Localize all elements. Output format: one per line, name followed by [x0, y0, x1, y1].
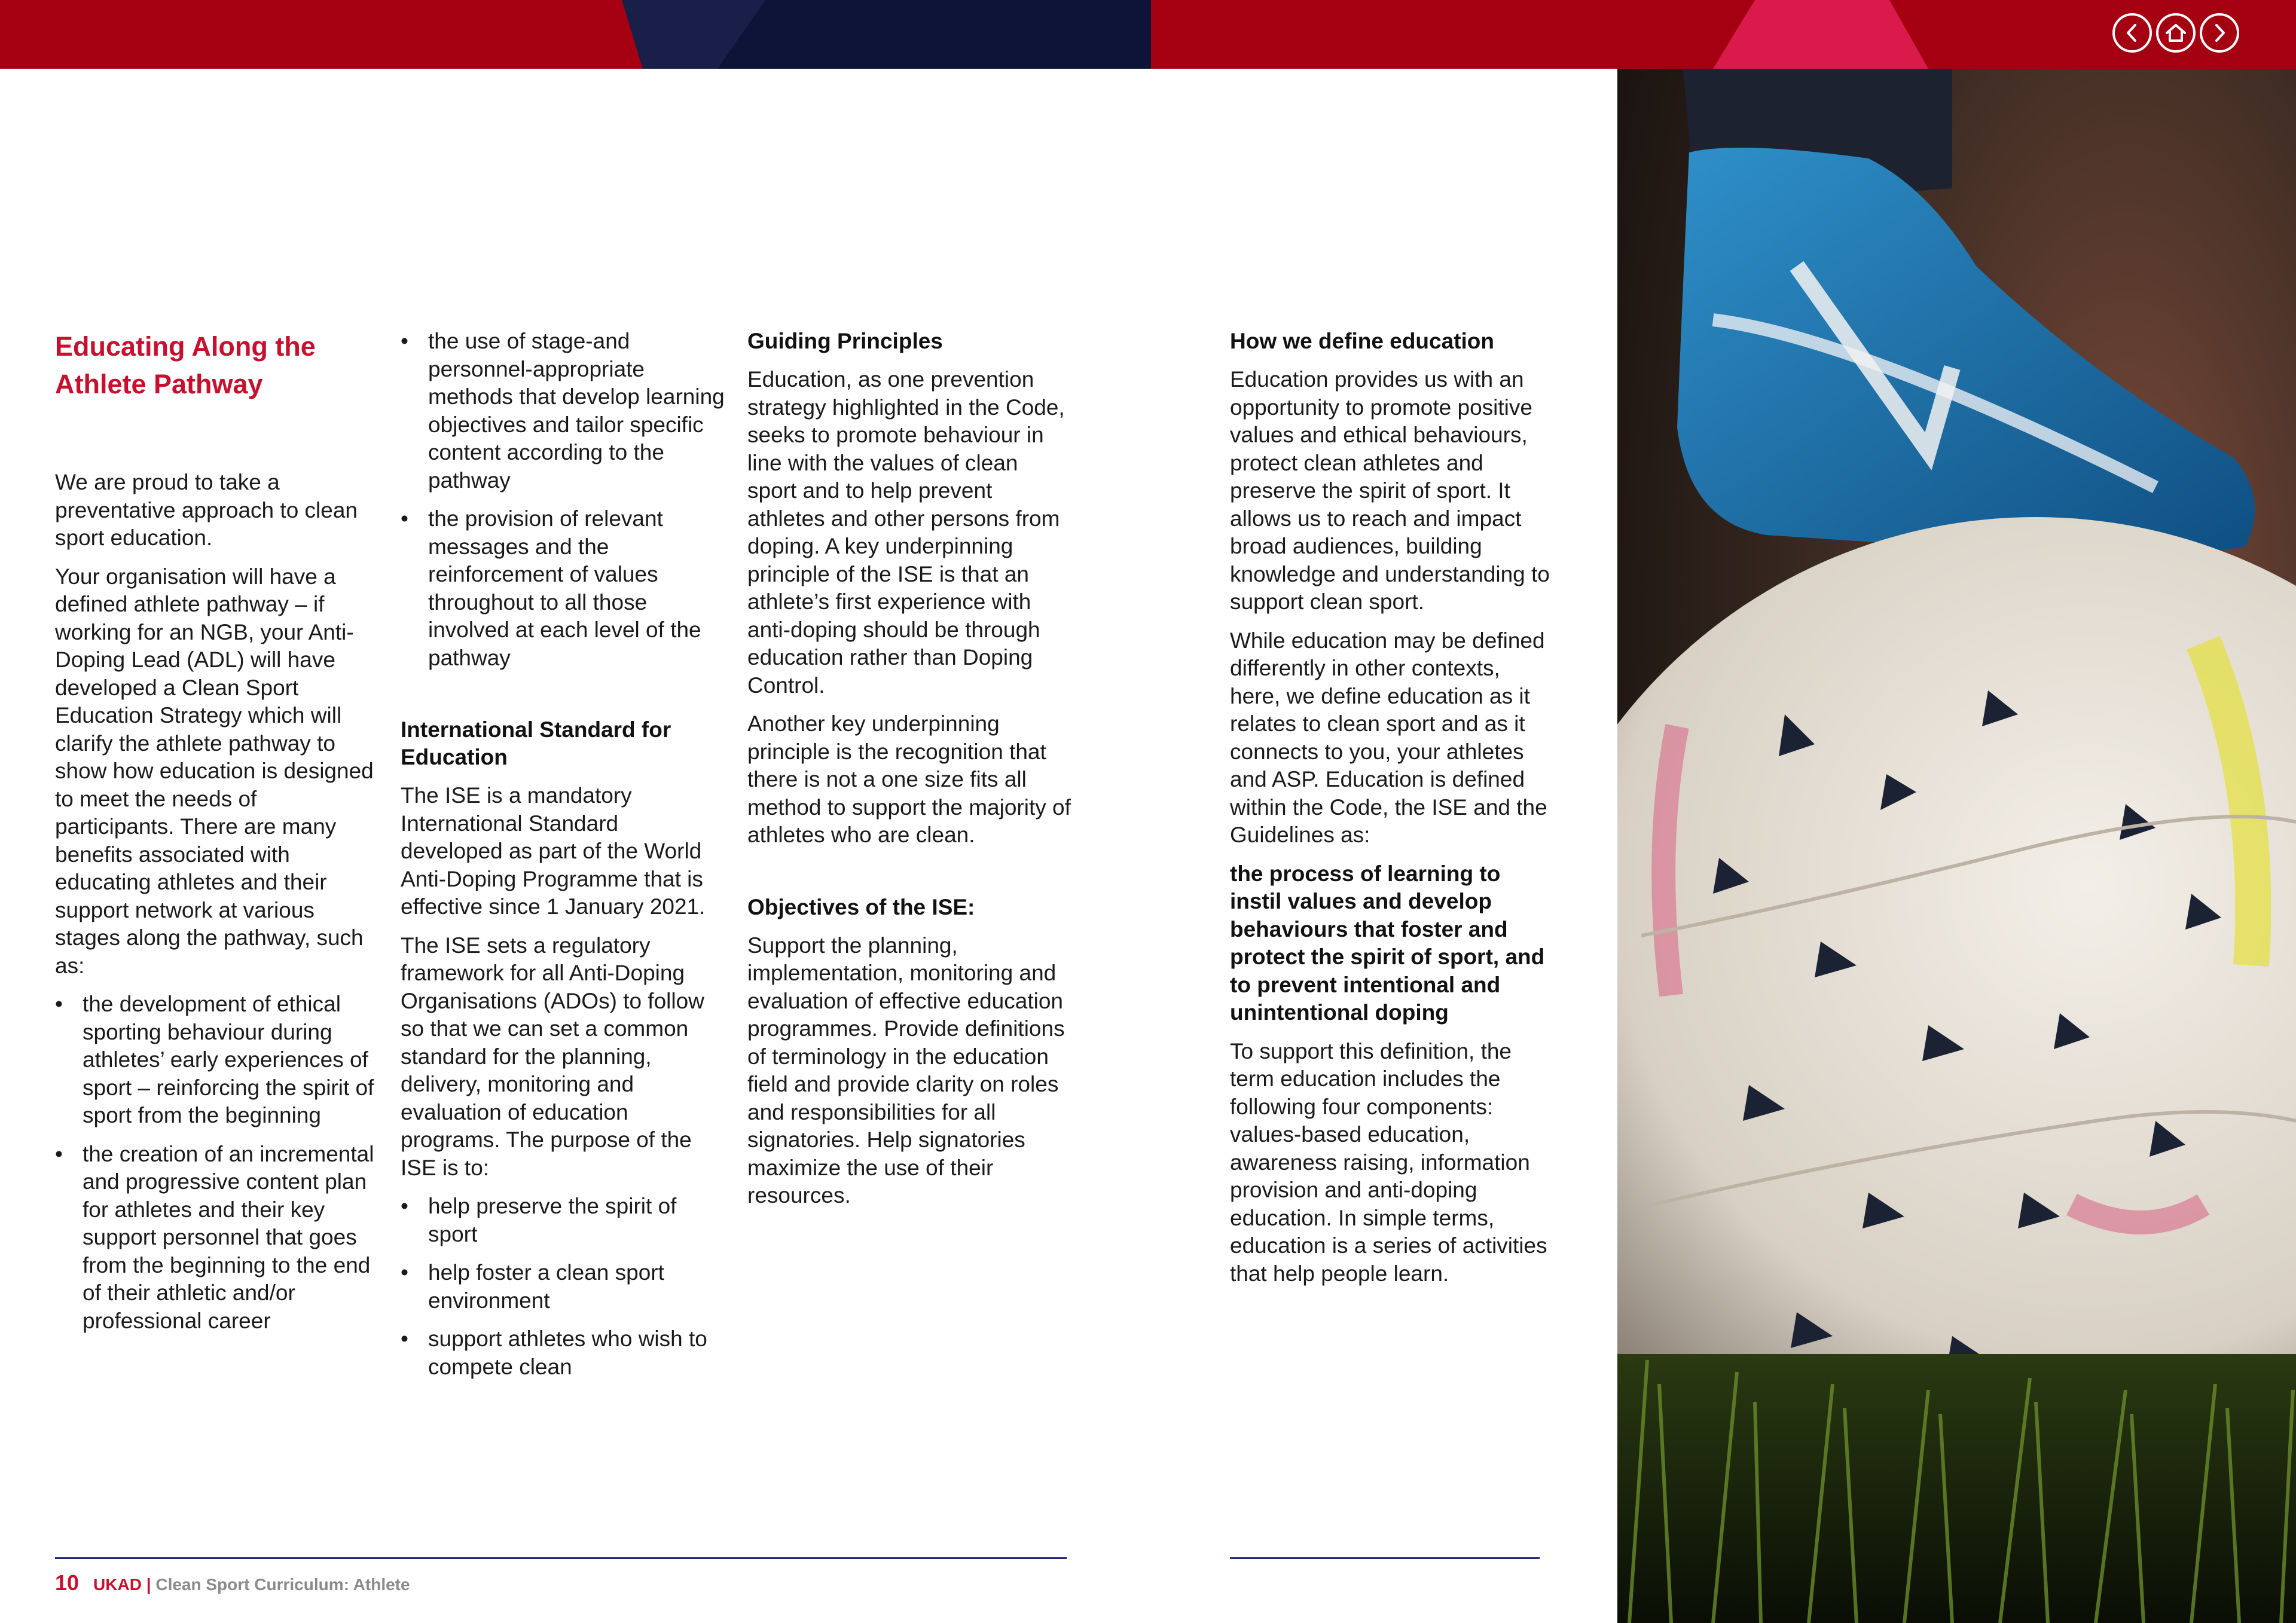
column-3 [747, 328, 1073, 1221]
top-banner [0, 0, 2296, 69]
column-1 [55, 328, 381, 1346]
paragraph: Support the planning, implementation, monitoring and evaluation of effective education programmes. Provide definitions of terminology in the education field and provide clarity on roles and responsibilities for all signatories. Help signatories maximize the use of their resources. [747, 933, 1065, 1208]
football-boot-photo [1617, 69, 2296, 1623]
subheading: Guiding Principles [747, 329, 943, 353]
page-footer [55, 1571, 410, 1597]
definition-text: the process of learning to instil values and develop behaviours that foster and protect the spirit of sport, and to prevent intentional and unintentional doping [1230, 861, 1545, 1025]
subheading: International Standard for Education [401, 717, 671, 769]
home-icon [2158, 16, 2193, 50]
next-page-button[interactable] [2200, 13, 2239, 53]
previous-page-button[interactable] [2112, 13, 2152, 53]
column-4 [1230, 328, 1556, 1298]
subheading: How we define education [1230, 329, 1494, 353]
bullet-list [401, 328, 726, 672]
paragraph: We are proud to take a preventative approach to clean sport education. [55, 470, 358, 550]
document-title: Clean Sport Curriculum: Athlete [155, 1575, 410, 1594]
brand-name: UKAD [93, 1575, 142, 1594]
paragraph: Education, as one prevention strategy highlighted in the Code, seeks to promote behaviour in line with the values of clean sport and to help prevent athletes and other persons from doping. A key underpinning principle of the ISE is that an athlete’s first experience with anti-doping should be through education rather than Doping Control. [747, 367, 1065, 698]
paragraph: Another key underpinning principle is the recognition that there is not a one size fits all method to support the majority of athletes who are clean. [747, 711, 1071, 847]
list-item: • the provision of relevant messages and the reinforcement of values throughout to all those involved at each level of the pathway [401, 505, 726, 672]
list-item: • help foster a clean sport environment [401, 1259, 726, 1315]
paragraph: While education may be defined differently in other contexts, here, we define education as it relates to clean sport and as it connects to you, your athletes and ASP. Education is defined within the Code, the ISE and the Guidelines as: [1230, 628, 1547, 847]
subheading: Objectives of the ISE: [747, 894, 975, 919]
chevron-right-icon [2202, 16, 2237, 50]
paragraph: The ISE is a mandatory International Standard developed as part of the World Anti-Doping Programme that is effective since 1 January 2021. [401, 783, 706, 919]
chevron-left-icon [2115, 16, 2150, 50]
list-item: • the development of ethical sporting behaviour during athletes’ early experiences of sport – reinforcing the spirit of sport from the beginning [55, 991, 381, 1130]
list-item: • the use of stage-and personnel-appropriate methods that develop learning objectives and tailor specific content according to the pathway [401, 328, 726, 494]
paragraph: To support this definition, the term education includes the following four components: values-based education, awareness raising, information provision and anti-doping education. In simple terms, education is a series of activities that help people learn. [1230, 1038, 1547, 1286]
section-heading: Educating Along the Athlete Pathway [55, 331, 316, 399]
list-item: • help preserve the spirit of sport [401, 1193, 726, 1248]
list-item: • support athletes who wish to compete clean [401, 1325, 726, 1381]
bullet-list [55, 991, 381, 1335]
footer-divider-left [55, 1557, 1067, 1559]
paragraph: The ISE sets a regulatory framework for all Anti-Doping Organisations (ADOs) to follow so that we can set a common standard for the planning, delivery, monitoring and evaluation of education programs. The purpose of the ISE is to: [401, 933, 704, 1180]
column-2 [401, 328, 726, 1392]
bullet-list [401, 1193, 726, 1381]
list-item: • the creation of an incremental and progressive content plan for athletes and their key support personnel that goes from the beginning to the end of their athletic and/or professional career [55, 1141, 381, 1335]
page-number: 10 [55, 1570, 80, 1595]
paragraph: Your organisation will have a defined athlete pathway – if working for an NGB, your Anti-Doping Lead (ADL) will have developed a Clean Sport Education Strategy which will clarify the athlete pathway to show how education is designed to meet the needs of participants. There are many benefits associated with educating athletes and their support network at various stages along the pathway, such as: [55, 564, 374, 978]
paragraph: Education provides us with an opportunity to promote positive values and ethical behaviours, protect clean athletes and preserve the spirit of sport. It allows us to reach and impact broad audiences, building knowledge and understanding to support clean sport. [1230, 367, 1550, 614]
home-button[interactable] [2156, 13, 2196, 53]
footer-separator: | [146, 1575, 151, 1594]
footer-divider-right [1230, 1557, 1540, 1559]
